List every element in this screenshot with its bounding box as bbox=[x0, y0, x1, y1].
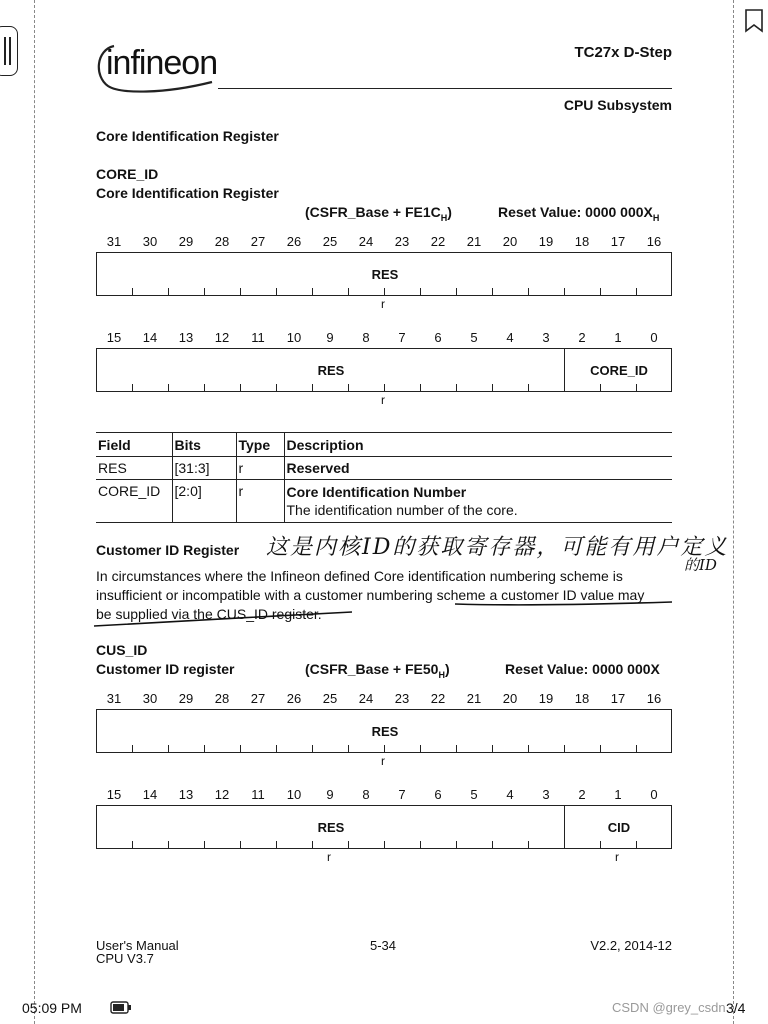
bit-tick bbox=[528, 841, 529, 848]
bit-tick bbox=[168, 288, 169, 295]
bit-number: 18 bbox=[574, 234, 590, 249]
bit-number: 17 bbox=[610, 691, 626, 706]
bit-number: 12 bbox=[214, 787, 230, 802]
bit-tick bbox=[456, 841, 457, 848]
column-header: Bits bbox=[172, 433, 236, 457]
bit-number: 7 bbox=[398, 787, 406, 802]
bit-number: 1 bbox=[614, 787, 622, 802]
register-field-res: RES bbox=[317, 819, 345, 835]
bit-number: 3 bbox=[542, 787, 550, 802]
bit-tick bbox=[276, 745, 277, 752]
bit-tick bbox=[384, 288, 385, 295]
bit-number: 23 bbox=[394, 691, 410, 706]
bit-number: 6 bbox=[434, 787, 442, 802]
bit-tick bbox=[384, 384, 385, 391]
bit-number: 23 bbox=[394, 234, 410, 249]
bit-number: 21 bbox=[466, 234, 482, 249]
bit-tick bbox=[636, 841, 637, 848]
bit-number: 13 bbox=[178, 330, 194, 345]
bit-tick bbox=[204, 745, 205, 752]
bit-number: 29 bbox=[178, 234, 194, 249]
bit-number: 4 bbox=[506, 330, 514, 345]
bit-tick bbox=[492, 288, 493, 295]
table-row bbox=[96, 457, 672, 480]
footer-page-number: 5-34 bbox=[370, 938, 397, 953]
header-rule bbox=[218, 88, 672, 89]
bit-tick bbox=[600, 384, 601, 391]
bits-cell: [2:0] bbox=[172, 480, 236, 523]
bit-tick bbox=[168, 384, 169, 391]
bit-number: 28 bbox=[214, 234, 230, 249]
type-cell: r bbox=[236, 457, 284, 480]
section-title: CPU Subsystem bbox=[563, 97, 672, 113]
handwritten-note-continuation: 的ID bbox=[684, 556, 717, 574]
bit-tick bbox=[240, 384, 241, 391]
core-upper-register-box bbox=[96, 252, 672, 296]
description-cell: Reserved bbox=[284, 457, 672, 480]
register-field-res: RES bbox=[371, 266, 399, 282]
bit-number: 17 bbox=[610, 234, 626, 249]
bit-number: 30 bbox=[142, 691, 158, 706]
cus-lower-bit-numbers bbox=[96, 787, 672, 801]
bit-number: 24 bbox=[358, 691, 374, 706]
column-header: Type bbox=[236, 433, 284, 457]
customer-id-heading: Customer ID Register bbox=[96, 542, 240, 558]
status-time: 05:09 PM bbox=[22, 1000, 82, 1016]
left-page-border bbox=[34, 0, 35, 1024]
bit-number: 7 bbox=[398, 330, 406, 345]
bit-number: 1 bbox=[614, 330, 622, 345]
bit-tick bbox=[636, 288, 637, 295]
bit-number: 27 bbox=[250, 234, 266, 249]
bit-tick bbox=[420, 841, 421, 848]
bit-number: 14 bbox=[142, 787, 158, 802]
bit-number: 16 bbox=[646, 234, 662, 249]
bit-number: 10 bbox=[286, 330, 302, 345]
bit-tick bbox=[492, 384, 493, 391]
core-lower-register-box bbox=[96, 348, 672, 392]
bit-number: 24 bbox=[358, 234, 374, 249]
cus-upper-register-box bbox=[96, 709, 672, 753]
handwritten-underline bbox=[90, 598, 690, 632]
register-field-res: RES bbox=[371, 723, 399, 739]
register-field-cid: CID bbox=[607, 819, 631, 835]
cus-lower-register-box bbox=[96, 805, 672, 849]
core-id-reg-name: CORE_ID bbox=[96, 166, 159, 182]
bit-number: 15 bbox=[106, 330, 122, 345]
bit-number: 31 bbox=[106, 234, 122, 249]
bit-tick bbox=[276, 384, 277, 391]
bit-tick bbox=[420, 745, 421, 752]
bit-number: 0 bbox=[650, 330, 658, 345]
bit-tick bbox=[492, 745, 493, 752]
bit-tick bbox=[528, 745, 529, 752]
bit-number: 9 bbox=[326, 787, 334, 802]
bit-number: 16 bbox=[646, 691, 662, 706]
bit-tick bbox=[312, 288, 313, 295]
bit-number: 3 bbox=[542, 330, 550, 345]
page-counter: 3/4 bbox=[726, 1000, 746, 1016]
access-type: r bbox=[381, 297, 385, 311]
bit-number: 5 bbox=[470, 330, 478, 345]
core-upper-bit-numbers bbox=[96, 234, 672, 248]
core-id-reg-fullname: Core Identification Register bbox=[96, 185, 279, 201]
bit-number: 25 bbox=[322, 691, 338, 706]
access-type: r bbox=[381, 393, 385, 407]
bit-tick bbox=[204, 288, 205, 295]
bit-tick bbox=[420, 384, 421, 391]
bit-tick bbox=[312, 384, 313, 391]
bit-number: 0 bbox=[650, 787, 658, 802]
bit-number: 8 bbox=[362, 330, 370, 345]
infineon-logo: infineon bbox=[94, 36, 224, 94]
bit-number: 30 bbox=[142, 234, 158, 249]
core-lower-bit-numbers bbox=[96, 330, 672, 344]
access-type: r bbox=[327, 850, 331, 864]
bit-tick bbox=[348, 745, 349, 752]
bit-tick bbox=[456, 288, 457, 295]
bit-tick bbox=[492, 841, 493, 848]
bit-tick bbox=[132, 745, 133, 752]
bit-number: 25 bbox=[322, 234, 338, 249]
bit-number: 20 bbox=[502, 691, 518, 706]
bit-tick bbox=[312, 745, 313, 752]
bit-tick bbox=[564, 288, 565, 295]
access-type: r bbox=[381, 754, 385, 768]
bit-number: 2 bbox=[578, 787, 586, 802]
field-description-table bbox=[96, 432, 672, 523]
bit-tick bbox=[240, 288, 241, 295]
bit-tick bbox=[132, 841, 133, 848]
bit-number: 10 bbox=[286, 787, 302, 802]
bit-number: 22 bbox=[430, 691, 446, 706]
csdn-watermark: CSDN @grey_csdn bbox=[612, 1000, 726, 1015]
bit-number: 18 bbox=[574, 691, 590, 706]
cus-id-reset: Reset Value: 0000 000X bbox=[505, 661, 660, 677]
bit-tick bbox=[204, 841, 205, 848]
paragraph-line: be supplied via the CUS_ID register. bbox=[96, 606, 322, 622]
bit-number: 26 bbox=[286, 234, 302, 249]
bit-tick bbox=[384, 745, 385, 752]
handwritten-note: 这是内核ID的获取寄存器，可能有用户定义 bbox=[266, 535, 729, 560]
bit-number: 9 bbox=[326, 330, 334, 345]
bit-number: 6 bbox=[434, 330, 442, 345]
bit-tick bbox=[384, 841, 385, 848]
bit-tick bbox=[636, 384, 637, 391]
right-page-border bbox=[733, 0, 734, 1024]
bit-tick bbox=[348, 841, 349, 848]
battery-icon bbox=[110, 1001, 132, 1014]
page-heading: Core Identification Register bbox=[96, 128, 279, 144]
bit-number: 15 bbox=[106, 787, 122, 802]
cus-id-reg-fullname: Customer ID register bbox=[96, 661, 235, 677]
bit-number: 8 bbox=[362, 787, 370, 802]
bit-number: 27 bbox=[250, 691, 266, 706]
core-id-address: (CSFR_Base + $FE1C_H$) bbox=[305, 204, 452, 223]
bit-tick bbox=[600, 841, 601, 848]
bit-tick bbox=[564, 384, 565, 391]
cus-id-reg-name: CUS_ID bbox=[96, 642, 148, 658]
bit-tick bbox=[348, 288, 349, 295]
bit-number: 22 bbox=[430, 234, 446, 249]
bit-number: 21 bbox=[466, 691, 482, 706]
column-header: Description bbox=[284, 433, 672, 457]
bit-number: 5 bbox=[470, 787, 478, 802]
bit-tick bbox=[276, 841, 277, 848]
description-cell: Core Identification Number The identification number of the core. bbox=[284, 480, 672, 523]
table-row bbox=[96, 480, 672, 523]
bit-tick bbox=[564, 841, 565, 848]
bit-tick bbox=[636, 745, 637, 752]
bit-number: 19 bbox=[538, 234, 554, 249]
bit-number: 12 bbox=[214, 330, 230, 345]
bit-tick bbox=[132, 384, 133, 391]
bit-tick bbox=[240, 841, 241, 848]
menu-handle-icon[interactable] bbox=[0, 26, 18, 76]
paragraph-line: insufficient or incompatible with a customer numbering scheme a customer ID value may bbox=[96, 587, 645, 603]
bit-tick bbox=[564, 745, 565, 752]
bit-number: 11 bbox=[251, 787, 265, 802]
bit-number: 19 bbox=[538, 691, 554, 706]
access-type: r bbox=[615, 850, 619, 864]
bit-tick bbox=[456, 745, 457, 752]
type-cell: r bbox=[236, 480, 284, 523]
cus-upper-bit-numbers bbox=[96, 691, 672, 705]
bit-tick bbox=[132, 288, 133, 295]
bit-tick bbox=[528, 288, 529, 295]
bit-tick bbox=[240, 745, 241, 752]
core-id-reset: Reset Value: 0000 $000X_H$ bbox=[498, 204, 660, 223]
bit-number: 26 bbox=[286, 691, 302, 706]
bit-tick bbox=[168, 841, 169, 848]
bit-tick bbox=[456, 384, 457, 391]
bit-tick bbox=[312, 841, 313, 848]
bit-number: 28 bbox=[214, 691, 230, 706]
bit-tick bbox=[600, 745, 601, 752]
footer-cpu-version: CPU V3.7 bbox=[96, 951, 154, 966]
bit-tick bbox=[348, 384, 349, 391]
bit-tick bbox=[276, 288, 277, 295]
bit-tick bbox=[168, 745, 169, 752]
bit-tick bbox=[600, 288, 601, 295]
bit-number: 13 bbox=[178, 787, 194, 802]
field-cell: CORE_ID bbox=[96, 480, 172, 523]
footer-manual: User's Manual bbox=[96, 938, 179, 953]
bit-number: 2 bbox=[578, 330, 586, 345]
bit-tick bbox=[420, 288, 421, 295]
bit-tick bbox=[204, 384, 205, 391]
bit-number: 29 bbox=[178, 691, 194, 706]
column-header: Field bbox=[96, 433, 172, 457]
register-field-core-id: CORE_ID bbox=[590, 362, 648, 378]
bit-number: 11 bbox=[251, 330, 265, 345]
bookmark-icon[interactable] bbox=[743, 8, 765, 34]
doc-title: TC27x D-Step bbox=[574, 44, 672, 61]
paragraph-line: In circumstances where the Infineon defined Core identification numbering scheme is bbox=[96, 568, 623, 584]
bit-number: 20 bbox=[502, 234, 518, 249]
field-cell: RES bbox=[96, 457, 172, 480]
bit-number: 31 bbox=[106, 691, 122, 706]
table-header-row bbox=[96, 433, 672, 457]
cus-id-address: (CSFR_Base + $FE50_H$) bbox=[305, 661, 450, 680]
footer-version-date: V2.2, 2014-12 bbox=[590, 938, 672, 953]
bit-number: 4 bbox=[506, 787, 514, 802]
bit-number: 14 bbox=[142, 330, 158, 345]
bit-tick bbox=[528, 384, 529, 391]
bits-cell: [31:3] bbox=[172, 457, 236, 480]
register-field-res: RES bbox=[317, 362, 345, 378]
